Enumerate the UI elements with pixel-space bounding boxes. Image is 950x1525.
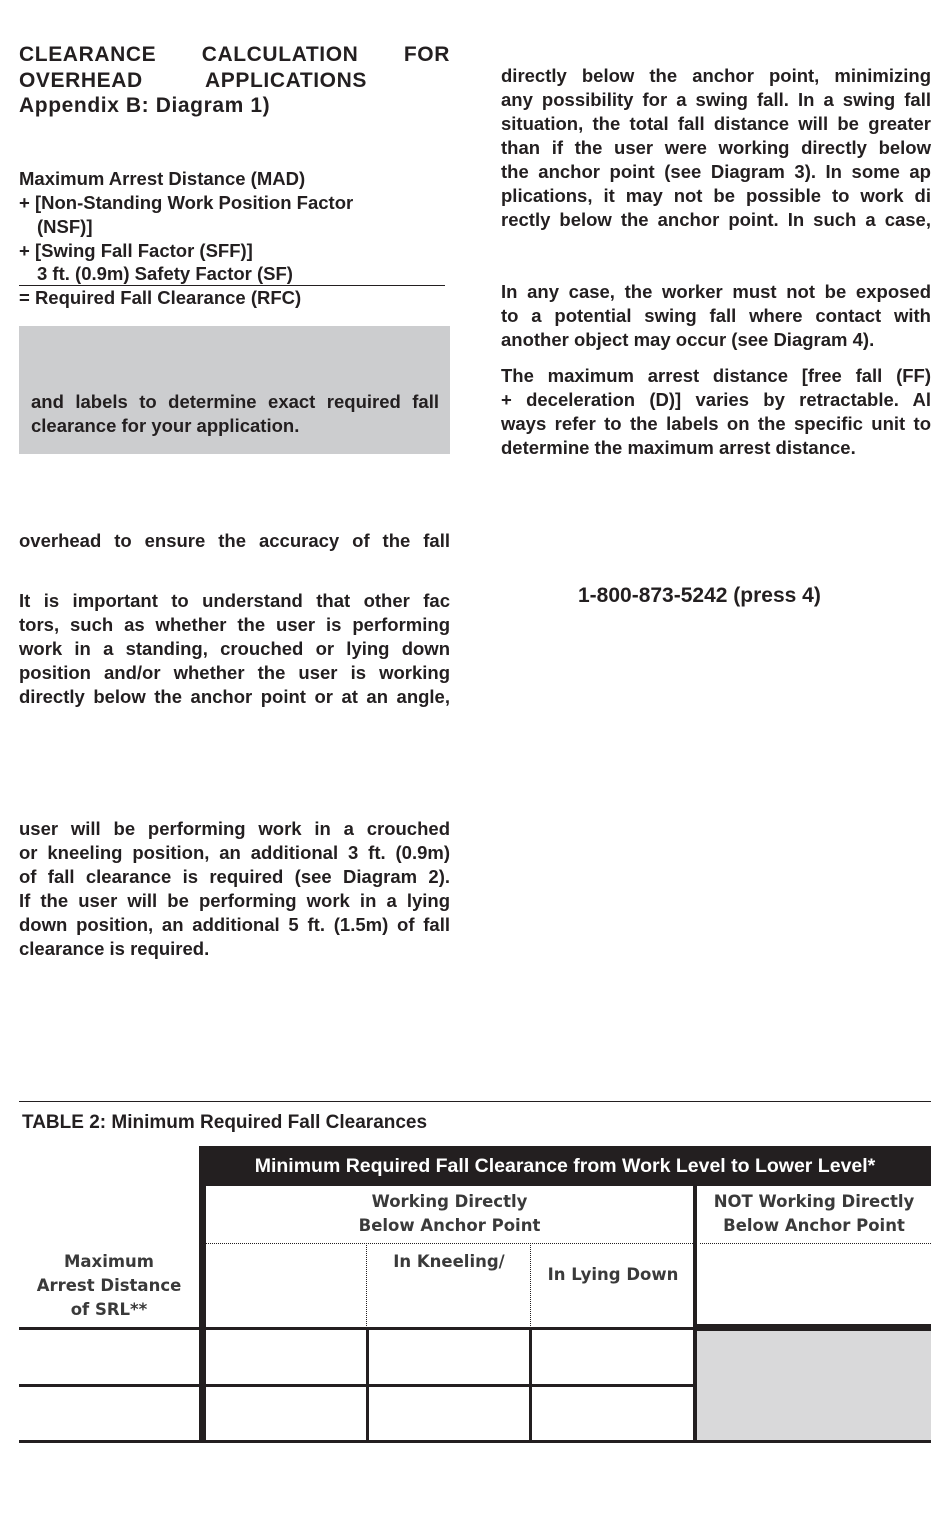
text-line: + deceleration (D)] varies by retractable. Al bbox=[501, 389, 931, 410]
max-arrest-paragraph bbox=[501, 364, 931, 460]
column-header-not-working-directly bbox=[697, 1190, 931, 1238]
note-line-1: and labels to determine exact required fall bbox=[31, 391, 439, 412]
formula-safety-factor: 3 ft. (0.9m) Safety Factor (SF) bbox=[19, 263, 445, 286]
table-header-banner: Minimum Required Fall Clearance from Work Level to Lower Level* bbox=[199, 1146, 931, 1186]
text-line: In any case, the worker must not be exposed bbox=[501, 281, 931, 302]
text-line: another object may occur (see Diagram 4). bbox=[501, 329, 875, 350]
header-line: Below Anchor Point bbox=[358, 1216, 541, 1235]
text-line: directly below the anchor point or at an angle, bbox=[19, 686, 450, 707]
text-line: The maximum arrest distance [free fall (FF) bbox=[501, 365, 931, 386]
overhead-text: overhead to ensure the accuracy of the fall bbox=[19, 530, 450, 551]
formula-sff: + [Swing Fall Factor (SFF)] bbox=[19, 240, 253, 261]
header-line: Maximum bbox=[64, 1252, 154, 1271]
header-line: Working Directly bbox=[371, 1192, 528, 1211]
text-line: than if the user were working directly below bbox=[501, 137, 931, 158]
section-divider bbox=[19, 1101, 931, 1102]
other-factors-paragraph bbox=[19, 589, 450, 709]
text-line: or kneeling position, an additional 3 ft. (0.9m) bbox=[19, 842, 450, 863]
header-line: Arrest Distance bbox=[36, 1276, 182, 1295]
header-line: of SRL** bbox=[70, 1300, 148, 1319]
any-case-paragraph bbox=[501, 280, 931, 352]
phone-number: 1-800-873-5242 (press 4) bbox=[578, 584, 821, 607]
formula-mad: Maximum Arrest Distance (MAD) bbox=[19, 168, 306, 189]
formula-rfc: = Required Fall Clearance (RFC) bbox=[19, 287, 302, 308]
formula-nsf-abbr: (NSF)] bbox=[37, 216, 93, 237]
table-column-divider bbox=[366, 1327, 369, 1443]
table-title: TABLE 2: Minimum Required Fall Clearances bbox=[22, 1112, 428, 1133]
text-line: situation, the total fall distance will be greater bbox=[501, 113, 931, 134]
header-line: Below Anchor Point bbox=[723, 1216, 905, 1235]
text-line: directly below the anchor point, minimizing bbox=[501, 65, 931, 86]
column-header-lying-down: In Lying Down bbox=[547, 1265, 679, 1284]
table-bottom-border bbox=[19, 1440, 931, 1443]
text-line: ways refer to the labels on the specific unit to bbox=[501, 413, 931, 434]
note-line-2: clearance for your application. bbox=[31, 415, 300, 436]
heading-line-1: CLEARANCE CALCULATION FOR bbox=[19, 43, 450, 66]
swing-fall-paragraph bbox=[501, 64, 931, 232]
text-line: to a potential swing fall where contact with bbox=[501, 305, 931, 326]
header-line: NOT Working Directly bbox=[713, 1192, 915, 1211]
text-line: of fall clearance is required (see Diagram 2). bbox=[19, 866, 450, 887]
text-line: tors, such as whether the user is performing bbox=[19, 614, 450, 635]
note-box-text bbox=[31, 390, 439, 438]
text-line: position and/or whether the user is working bbox=[19, 662, 450, 683]
column-header-working-directly bbox=[206, 1190, 693, 1238]
table-row-divider bbox=[19, 1327, 693, 1330]
heading-line-3: Appendix B: Diagram 1) bbox=[19, 94, 271, 117]
text-line: the anchor point (see Diagram 3). In some ap bbox=[501, 161, 931, 182]
text-line: any possibility for a swing fall. In a swing fall bbox=[501, 89, 931, 110]
section-heading bbox=[19, 42, 450, 119]
text-line: down position, an additional 5 ft. (1.5m) of fall bbox=[19, 914, 450, 935]
column-header-maximum-arrest bbox=[19, 1250, 199, 1322]
dotted-column-divider bbox=[530, 1243, 531, 1328]
text-line: work in a standing, crouched or lying down bbox=[19, 638, 450, 659]
heading-line-2: OVERHEAD APPLICATIONS bbox=[19, 68, 367, 92]
clearance-formula bbox=[19, 167, 459, 310]
crouched-paragraph bbox=[19, 817, 450, 961]
dotted-column-divider bbox=[366, 1243, 367, 1328]
column-header-kneeling: In Kneeling/ bbox=[393, 1252, 505, 1271]
text-line: determine the maximum arrest distance. bbox=[501, 437, 856, 458]
text-line: plications, it may not be possible to work di bbox=[501, 185, 931, 206]
dotted-divider bbox=[206, 1243, 693, 1244]
text-line: rectly below the anchor point. In such a case, bbox=[501, 209, 931, 230]
table-row-divider bbox=[19, 1384, 693, 1387]
formula-nsf: + [Non-Standing Work Position Factor bbox=[19, 192, 354, 213]
text-line: clearance is required. bbox=[19, 938, 210, 959]
column-separator bbox=[693, 1186, 697, 1443]
text-line: It is important to understand that other fac bbox=[19, 590, 450, 611]
text-line: If the user will be performing work in a lying bbox=[19, 890, 450, 911]
table-left-border bbox=[199, 1146, 206, 1443]
text-line: user will be performing work in a crouched bbox=[19, 818, 450, 839]
table-column-divider bbox=[529, 1327, 532, 1443]
dotted-divider bbox=[700, 1243, 931, 1244]
shaded-cell-border bbox=[697, 1324, 931, 1331]
shaded-cell bbox=[697, 1324, 931, 1443]
